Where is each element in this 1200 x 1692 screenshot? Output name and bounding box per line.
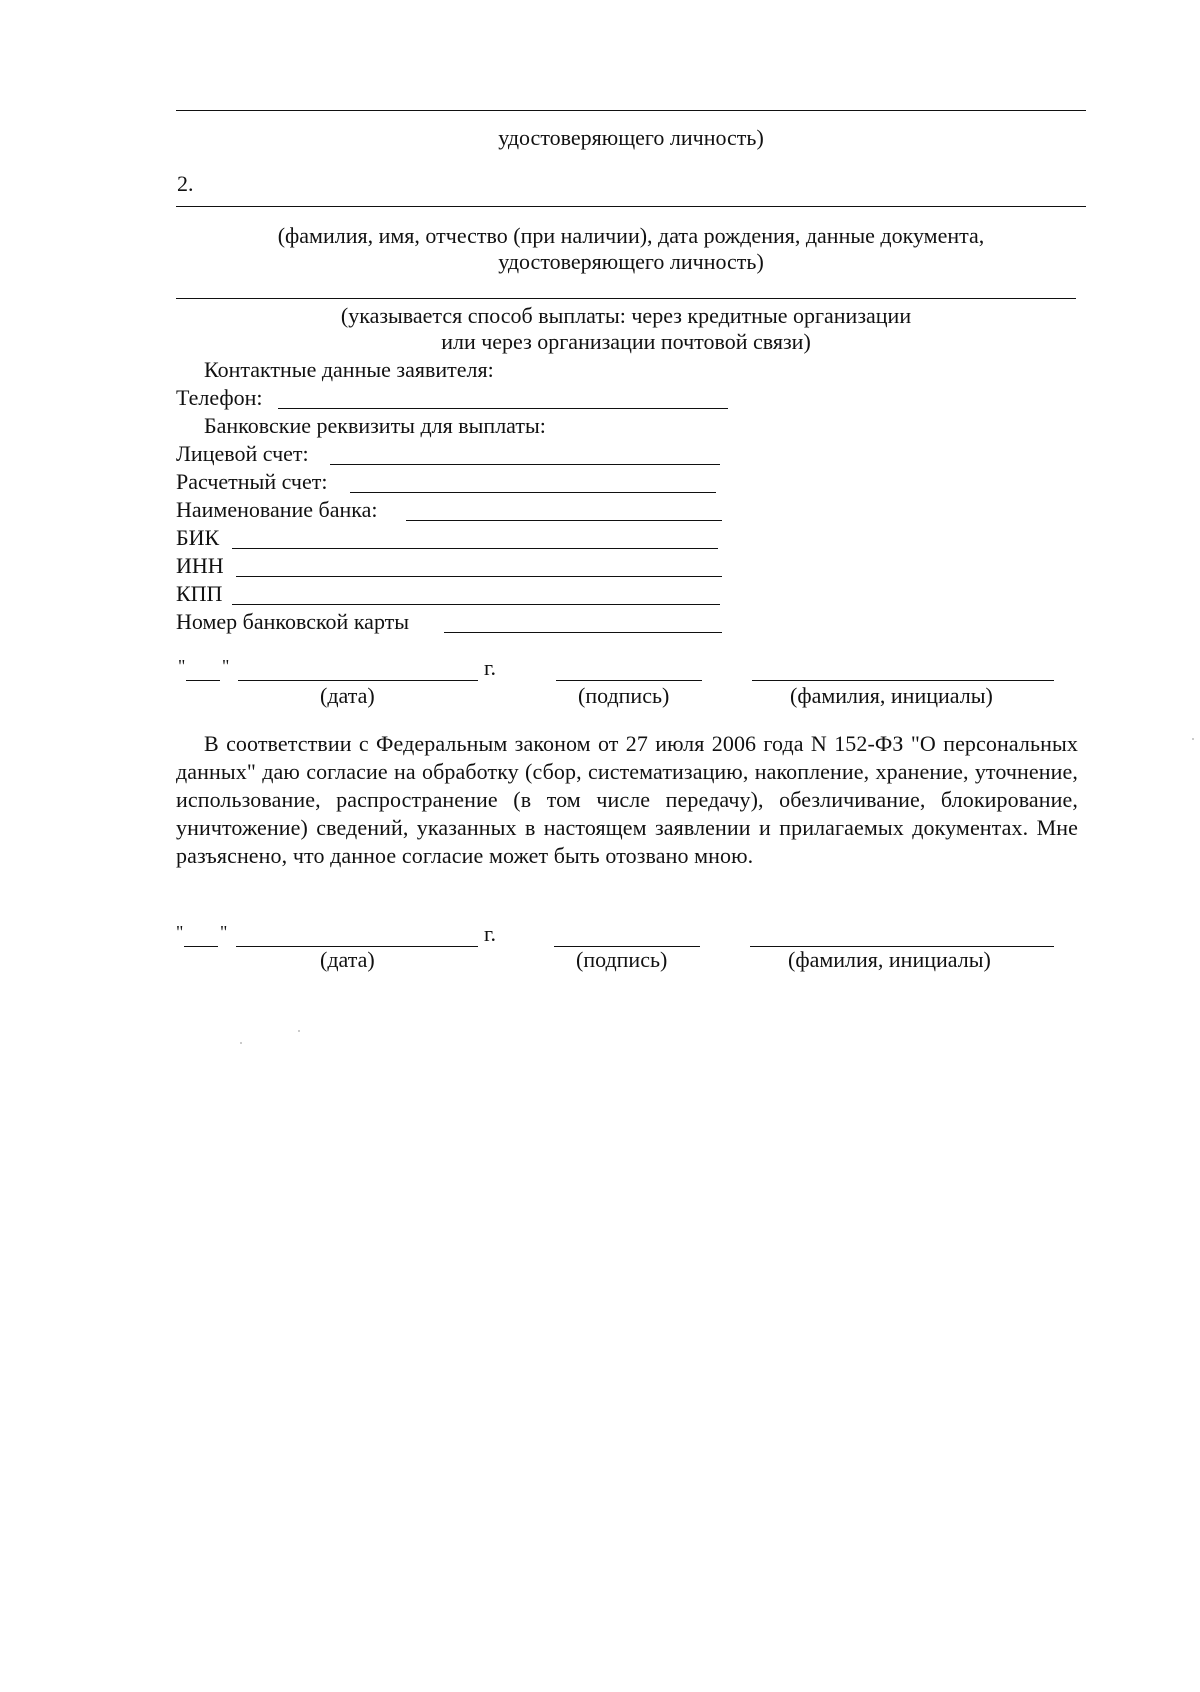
applicant2-number: 2. xyxy=(177,171,194,196)
consent-paragraph: В соответствии с Федеральным законом от 27 июля 2006 года N 152-ФЗ "О персональных данных" даю согласие на обработку (сбор, систематизацию, накопление, хранение, уточнение, использование, распространение (в том числе передачу), обезличивание, блокирование, уничтожение) сведений, указанных в настоящем заявлении и прилагаемых документах. Мне разъяснено, что данное согласие может быть отозвано мною. xyxy=(176,731,1078,868)
personal-account-field-line[interactable] xyxy=(330,464,720,465)
bik-field-line[interactable] xyxy=(232,548,718,549)
date1-month-year-line[interactable] xyxy=(238,680,478,681)
applicant2-data-line xyxy=(176,206,1086,207)
date1-caption: (дата) xyxy=(320,683,375,708)
settlement-account-field-line[interactable] xyxy=(350,492,716,493)
date1-day-line[interactable] xyxy=(186,680,220,681)
date2-year-suffix: г. xyxy=(484,921,497,946)
signature2-caption: (подпись) xyxy=(576,947,668,972)
date1-quote-open: " xyxy=(178,656,186,676)
payment-caption-line2: или через организации почтовой связи) xyxy=(441,329,811,354)
bank-field-label-personal-account: Лицевой счет: xyxy=(176,441,309,466)
inn-field-line[interactable] xyxy=(236,576,722,577)
date2-caption: (дата) xyxy=(320,947,375,972)
contacts-heading: Контактные данные заявителя: xyxy=(204,357,494,382)
scan-speck xyxy=(298,1030,300,1032)
date2-day-line[interactable] xyxy=(184,946,218,947)
bank-field-label-kpp: КПП xyxy=(176,581,223,606)
phone-field-line[interactable] xyxy=(278,408,728,409)
date1-year-suffix: г. xyxy=(484,655,497,680)
name2-caption: (фамилия, инициалы) xyxy=(788,947,991,972)
payment-method-line xyxy=(176,298,1076,299)
bank-field-label-inn: ИНН xyxy=(176,553,224,578)
bank-heading: Банковские реквизиты для выплаты: xyxy=(204,413,546,438)
name1-caption: (фамилия, инициалы) xyxy=(790,683,993,708)
scan-speck xyxy=(240,1042,242,1044)
scan-speck xyxy=(1192,738,1194,740)
name1-line[interactable] xyxy=(752,680,1054,681)
phone-label: Телефон: xyxy=(176,385,263,410)
date2-quote-close: " xyxy=(220,922,228,942)
signature1-line[interactable] xyxy=(556,680,702,681)
bank-field-label-settlement-account: Расчетный счет: xyxy=(176,469,328,494)
date1-quote-close: " xyxy=(222,656,230,676)
applicant1-data-line xyxy=(176,110,1086,111)
bank-field-label-bank-name: Наименование банка: xyxy=(176,497,378,522)
date2-quote-open: " xyxy=(176,922,184,942)
applicant2-caption-line1: (фамилия, имя, отчество (при наличии), дата рождения, данные документа, xyxy=(277,223,985,248)
applicant1-caption: удостоверяющего личность) xyxy=(498,125,764,150)
card-number-field-line[interactable] xyxy=(444,632,722,633)
payment-caption-line1: (указывается способ выплаты: через кредитные организации xyxy=(340,303,912,328)
kpp-field-line[interactable] xyxy=(232,604,720,605)
bank-name-field-line[interactable] xyxy=(406,520,722,521)
applicant2-caption-line2: удостоверяющего личность) xyxy=(498,249,764,274)
signature1-caption: (подпись) xyxy=(578,683,670,708)
bank-field-label-bik: БИК xyxy=(176,525,220,550)
bank-field-label-card-number: Номер банковской карты xyxy=(176,609,410,634)
